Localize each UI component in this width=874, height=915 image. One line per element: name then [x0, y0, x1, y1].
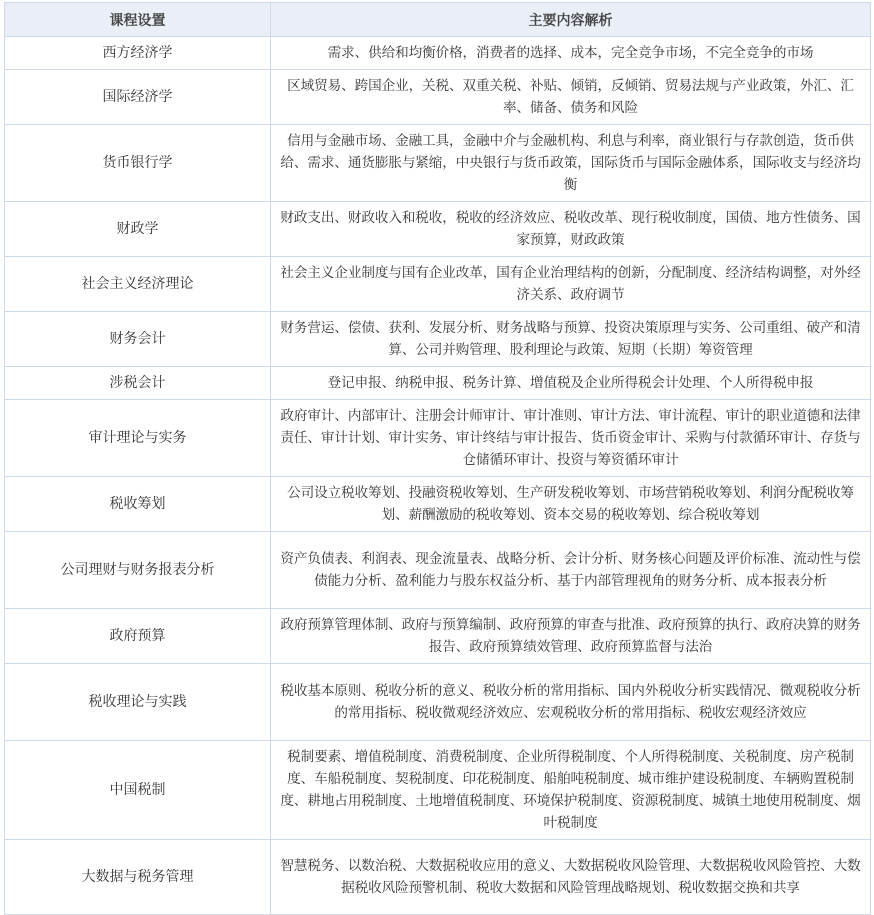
course-content: 政府预算管理体制、政府与预算编制、政府预算的审查与批准、政府预算的执行、政府决算的财务报告、政府预算绩效管理、政府预算监督与法治 [271, 609, 871, 664]
course-content: 政府审计、内部审计、注册会计师审计、审计准则、审计方法、审计流程、审计的职业道德和法律责任、审计计划、审计实务、审计终结与审计报告、货币资金审计、采购与付款循环审计、存货与仓储循环审计、投资与筹资循环审计 [271, 400, 871, 477]
table-row [5, 70, 871, 125]
course-name: 税收理论与实践 [5, 664, 271, 741]
table-row [5, 477, 871, 532]
course-name: 税收筹划 [5, 477, 271, 532]
course-name: 中国税制 [5, 741, 271, 840]
course-name: 货币银行学 [5, 125, 271, 202]
course-name: 涉税会计 [5, 367, 271, 400]
course-name: 社会主义经济理论 [5, 257, 271, 312]
course-content: 区域贸易、跨国企业，关税、双重关税、补贴、倾销，反倾销、贸易法规与产业政策，外汇、汇率、储备、债务和风险 [271, 70, 871, 125]
table-row [5, 741, 871, 840]
course-content: 需求、供给和均衡价格，消费者的选择、成本，完全竞争市场，不完全竞争的市场 [271, 37, 871, 70]
course-content: 税制要素、增值税制度、消费税制度、企业所得税制度、个人所得税制度、关税制度、房产税制度、车船税制度、契税制度、印花税制度、船舶吨税制度、城市维护建设税制度、车辆购置税制度、耕地占用税制度、土地增值税制度、环境保护税制度、资源税制度、城镇土地使用税制度、烟叶税制度 [271, 741, 871, 840]
course-name: 公司理财与财务报表分析 [5, 532, 271, 609]
table-row [5, 840, 871, 915]
table-row [5, 367, 871, 400]
table-row [5, 532, 871, 609]
header-content: 主要内容解析 [271, 3, 871, 37]
course-name: 审计理论与实务 [5, 400, 271, 477]
course-name: 国际经济学 [5, 70, 271, 125]
course-name: 财政学 [5, 202, 271, 257]
table-row [5, 400, 871, 477]
course-content: 登记申报、纳税申报、税务计算、增值税及企业所得税会计处理、个人所得税申报 [271, 367, 871, 400]
course-name: 政府预算 [5, 609, 271, 664]
table-row [5, 312, 871, 367]
course-content: 财政支出、财政收入和税收，税收的经济效应、税收改革、现行税收制度，国债、地方性债务、国家预算，财政政策 [271, 202, 871, 257]
course-content: 资产负债表、利润表、现金流量表、战略分析、会计分析、财务核心问题及评价标准、流动性与偿债能力分析、盈利能力与股东权益分析、基于内部管理视角的财务分析、成本报表分析 [271, 532, 871, 609]
table-row [5, 664, 871, 741]
table-row [5, 125, 871, 202]
course-content: 社会主义企业制度与国有企业改革，国有企业治理结构的创新，分配制度、经济结构调整，对外经济关系、政府调节 [271, 257, 871, 312]
header-course: 课程设置 [5, 3, 271, 37]
course-name: 西方经济学 [5, 37, 271, 70]
course-content: 税收基本原则、税收分析的意义、税收分析的常用指标、国内外税收分析实践情况、微观税收分析的常用指标、税收微观经济效应、宏观税收分析的常用指标、税收宏观经济效应 [271, 664, 871, 741]
course-content: 信用与金融市场、金融工具，金融中介与金融机构、利息与利率，商业银行与存款创造，货币供给、需求、通货膨胀与紧缩，中央银行与货币政策，国际货币与国际金融体系，国际收支与经济均衡 [271, 125, 871, 202]
course-content: 公司设立税收筹划、投融资税收筹划、生产研发税收筹划、市场营销税收筹划、利润分配税收筹划、薪酬激励的税收筹划、资本交易的税收筹划、综合税收筹划 [271, 477, 871, 532]
course-name: 财务会计 [5, 312, 271, 367]
table-row [5, 202, 871, 257]
course-content: 智慧税务、以数治税、大数据税收应用的意义、大数据税收风险管理、大数据税收风险管控、大数据税收风险预警机制、税收大数据和风险管理战略规划、税收数据交换和共享 [271, 840, 871, 915]
table-header-row [5, 3, 871, 37]
course-table [4, 2, 871, 915]
table-row [5, 609, 871, 664]
table-row [5, 37, 871, 70]
table-row [5, 257, 871, 312]
course-content: 财务营运、偿债、获利、发展分析、财务战略与预算、投资决策原理与实务、公司重组、破产和清算、公司并购管理、股利理论与政策、短期（长期）筹资管理 [271, 312, 871, 367]
course-name: 大数据与税务管理 [5, 840, 271, 915]
